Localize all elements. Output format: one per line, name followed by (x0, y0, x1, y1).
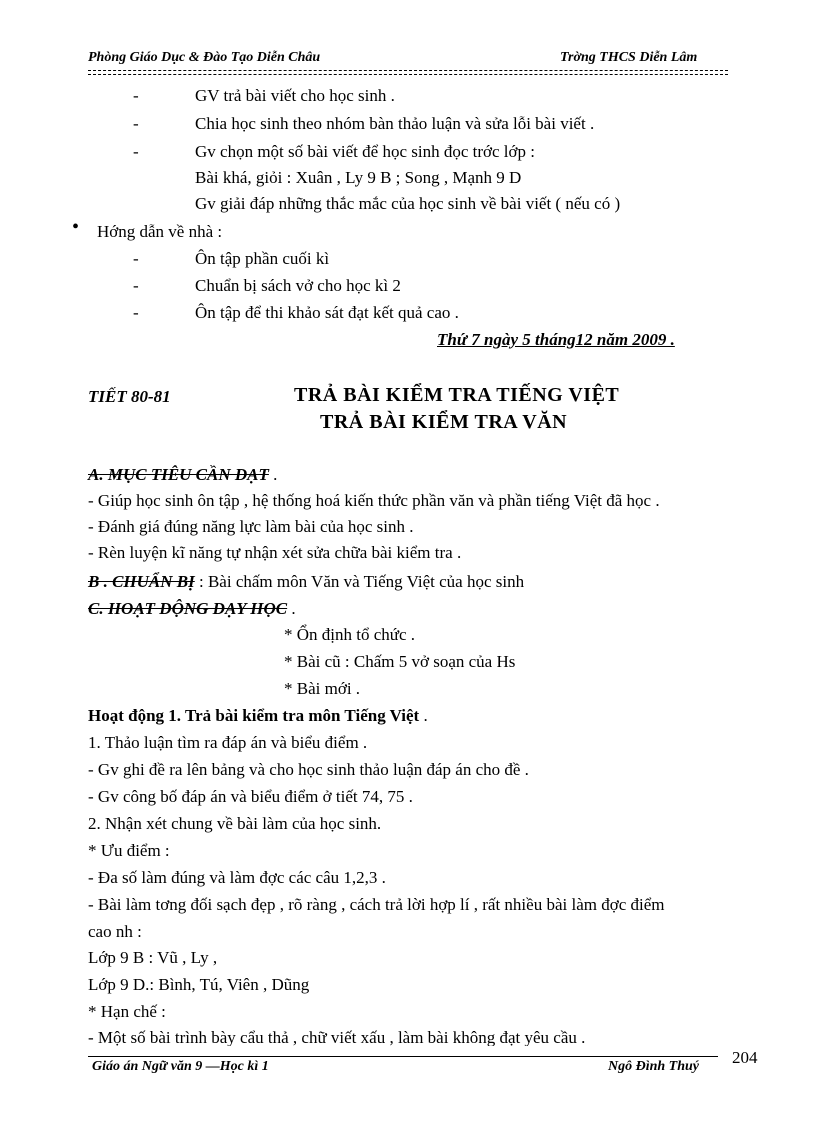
section-b (88, 572, 524, 592)
lesson-code: TIẾT 80-81 (88, 387, 171, 406)
objective-line: - Rèn luyện kĩ năng tự nhận xét sửa chữa bài kiểm tra . (88, 543, 462, 562)
activity-step: * Ổn định tổ chức . (284, 625, 416, 644)
lesson-title-2: TRẢ BÀI KIỂM TRA VĂN (320, 411, 568, 433)
bullet-icon: • (72, 216, 80, 238)
list-subitem: Bài khá, giỏi : Xuân , Ly 9 B ; Song , Mạnh 9 D (195, 168, 522, 187)
header-school-name: Trờng THCS Diễn Lâm (560, 50, 698, 65)
section-b-text: : Bài chấm môn Văn và Tiếng Việt của học sinh (194, 572, 525, 591)
section-b-title: B . CHUẨN BỊ (88, 572, 195, 591)
list-dash: - (133, 303, 139, 322)
section-a-suffix: . (268, 465, 278, 484)
objective-line: - Giúp học sinh ôn tập , hệ thống hoá kiến thức phần văn và phần tiếng Việt đã học . (88, 491, 660, 510)
section-a-heading (88, 465, 277, 485)
list-dash: - (133, 142, 139, 161)
activity1-line: - Gv công bố đáp án và biểu điểm ở tiết 74, 75 . (88, 787, 413, 806)
activity1-line: - Một số bài trình bày cẩu thả , chữ viết xấu , làm bài không đạt yêu cầu . (88, 1028, 586, 1046)
header-divider (88, 70, 728, 75)
activity1-line: - Đa số làm đúng và làm đợc các câu 1,2,3 . (88, 868, 386, 887)
objective-line: - Đánh giá đúng năng lực làm bài của học sinh . (88, 517, 414, 536)
list-dash: - (133, 86, 139, 105)
list-dash: - (133, 249, 139, 268)
activity1-suffix: . (419, 706, 428, 725)
lesson-title-1: TRẢ BÀI KIỂM TRA TIẾNG VIỆT (294, 384, 620, 406)
activity1-line: 1. Thảo luận tìm ra đáp án và biểu điểm . (88, 733, 368, 752)
activity-step: * Bài mới . (284, 679, 361, 698)
homework-heading: Hớng dẫn về nhà : (97, 222, 223, 241)
activity1-line: * Ưu điểm : (88, 841, 170, 860)
homework-item: Ôn tập phần cuối kì (195, 249, 330, 268)
section-c-title: C. HOẠT ĐỘNG DẠY HỌC (88, 599, 288, 618)
activity1-heading (88, 706, 428, 726)
activity1-line: - Bài làm tơng đối sạch đẹp , rõ ràng , cách trả lời hợp lí , rất nhiều bài làm đợc điểm (88, 895, 665, 914)
page-number: 204 (732, 1048, 758, 1067)
section-a-title: A. MỤC TIÊU CẦN ĐẠT (88, 465, 269, 484)
footer-author: Ngô Đình Thuý (608, 1059, 700, 1074)
activity1-line: - Gv ghi đề ra lên bảng và cho học sinh thảo luận đáp án cho đề . (88, 760, 529, 779)
list-dash: - (133, 276, 139, 295)
activity1-line: cao nh : (88, 922, 142, 941)
homework-item: Ôn tập để thi khảo sát đạt kết quả cao . (195, 303, 459, 322)
activity1-line: * Hạn chế : (88, 1002, 166, 1021)
homework-item: Chuẩn bị sách vở cho học kì 2 (195, 276, 401, 295)
list-subitem: Gv giải đáp những thắc mắc của học sinh về bài viết ( nếu có ) (195, 194, 621, 213)
activity-step: * Bài cũ : Chấm 5 vở soạn của Hs (284, 652, 516, 671)
header-school-office: Phòng Giáo Dục & Đào Tạo Diễn Châu (88, 50, 321, 65)
activity1-line: Lớp 9 D.: Bình, Tú, Viên , Dũng (88, 975, 310, 994)
activity1-line: 2. Nhận xét chung về bài làm của học sinh. (88, 814, 382, 833)
lesson-date: Thứ 7 ngày 5 tháng12 năm 2009 . (437, 330, 675, 349)
section-c-suffix: . (287, 599, 296, 618)
footer-divider (88, 1056, 718, 1057)
list-dash: - (133, 114, 139, 133)
list-item: Chia học sinh theo nhóm bàn thảo luận và sửa lỗi bài viết . (195, 114, 595, 133)
activity1-line: Lớp 9 B : Vũ , Ly , (88, 948, 218, 967)
list-item: Gv chọn một số bài viết để học sinh đọc trớc lớp : (195, 142, 535, 161)
footer-title: Giáo án Ngữ văn 9 —Học kì 1 (92, 1059, 269, 1074)
activity1-title: Hoạt động 1. Trả bài kiểm tra môn Tiếng Việt (88, 706, 420, 725)
list-item: GV trả bài viết cho học sinh . (195, 86, 395, 105)
section-c-heading (88, 599, 296, 619)
